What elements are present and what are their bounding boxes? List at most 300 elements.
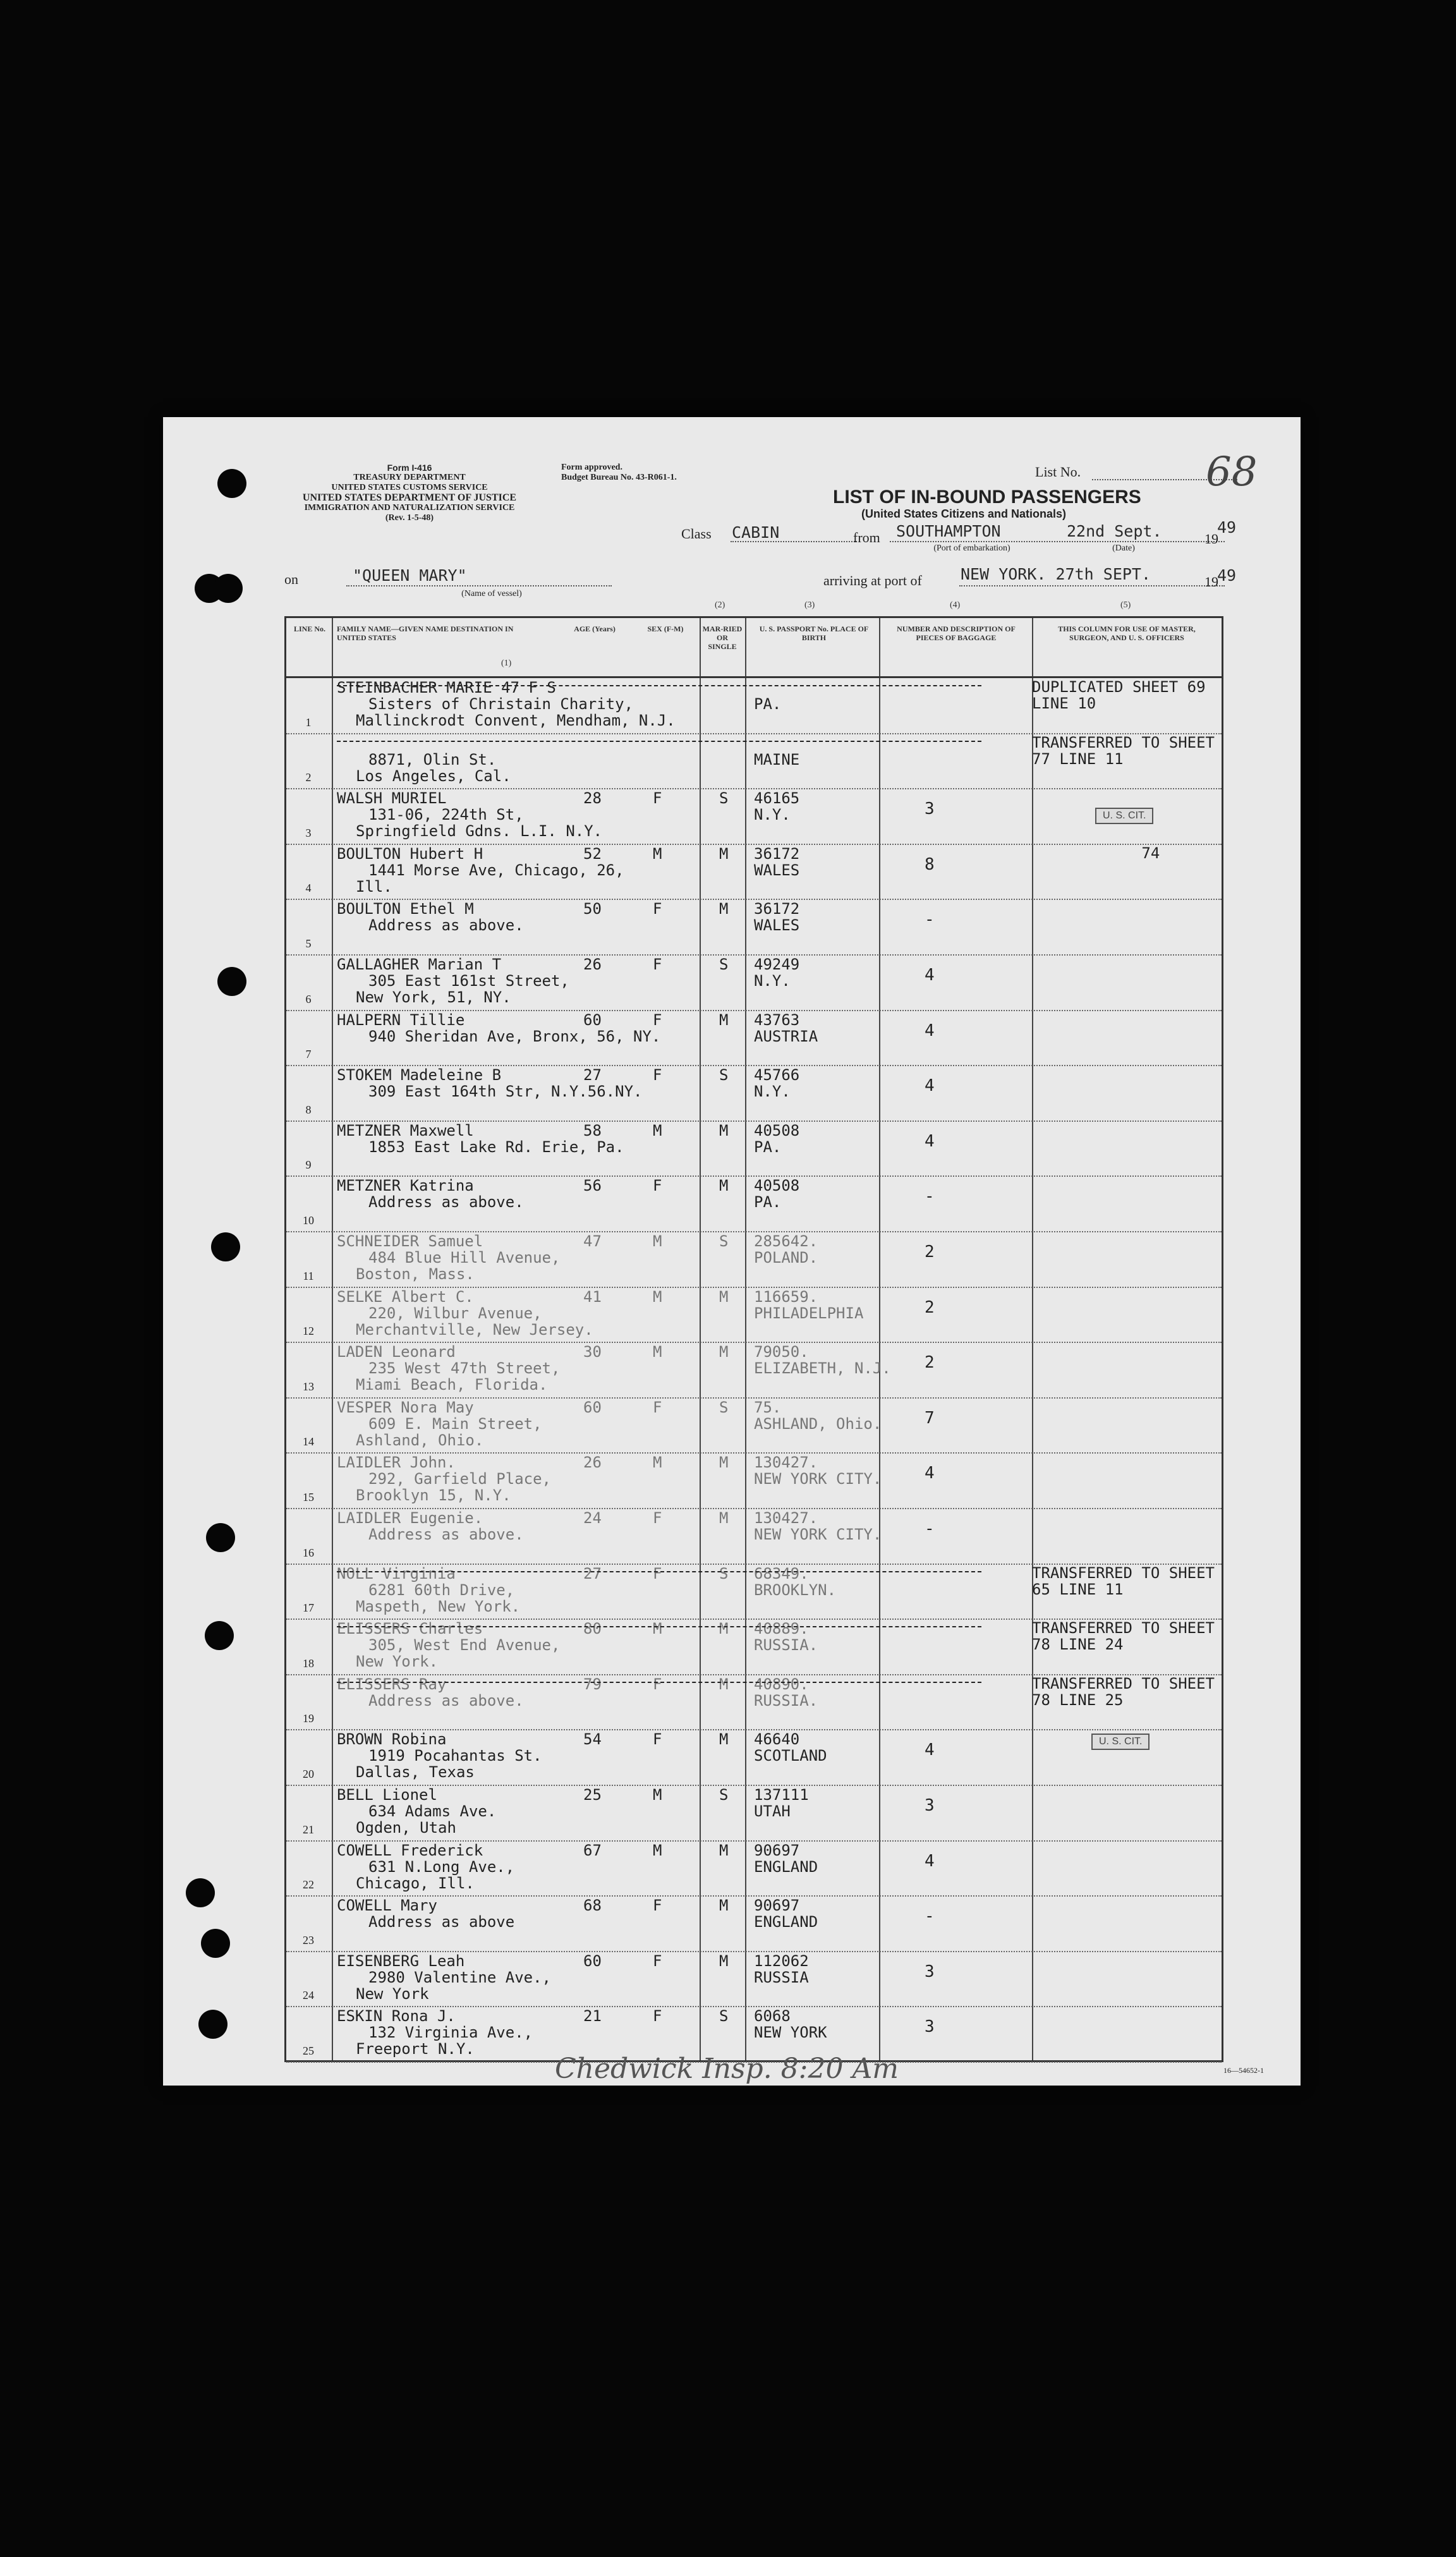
address-line: 8871, Olin St.	[368, 750, 497, 768]
arrival-year-prefix: 19	[1204, 574, 1218, 590]
arriving-label: arriving at port of	[823, 573, 922, 588]
baggage-count: 8	[925, 854, 935, 874]
passenger-name: NOLL Virginia	[337, 1564, 456, 1582]
baggage-count: 3	[925, 1796, 935, 1815]
us-cit-stamp: U. S. CIT.	[1095, 808, 1153, 824]
place-of-birth: PHILADELPHIA	[754, 1304, 864, 1322]
marital-status-cell: S	[719, 1232, 729, 1250]
table-row	[286, 1287, 1222, 1344]
sex-cell: F	[653, 1011, 662, 1029]
passport-number: 90697	[754, 1897, 800, 1915]
marital-status-cell: M	[719, 1841, 729, 1859]
address-line: Merchantville, New Jersey.	[356, 1320, 593, 1339]
address-line: 1441 Morse Ave, Chicago, 26,	[368, 861, 624, 879]
address-line: New York	[356, 1984, 429, 2003]
table-row	[286, 1175, 1222, 1232]
address-line: Address as above.	[368, 916, 524, 935]
place-of-birth: N.Y.	[754, 1083, 791, 1101]
col-number: (2)	[715, 600, 725, 610]
place-of-birth: WALES	[754, 916, 800, 935]
line-number: 24	[303, 1989, 314, 2002]
marital-status-cell: S	[719, 1398, 729, 1416]
passport-number: 45766	[754, 1066, 800, 1084]
table-row	[286, 1231, 1222, 1288]
age-cell: 24	[583, 1509, 602, 1527]
table-row	[286, 1564, 1222, 1620]
address-line: 2980 Valentine Ave.,	[368, 1968, 551, 1986]
line-number: 4	[305, 882, 312, 895]
passenger-name: EISENBERG Leah	[337, 1952, 465, 1970]
embarkation-year: 49	[1217, 518, 1237, 537]
binder-hole	[198, 2010, 228, 2039]
table-row	[286, 1895, 1222, 1952]
list-subtitle: (United States Citizens and Nationals)	[861, 507, 1067, 520]
place-of-birth: ENGLAND	[754, 1913, 818, 1931]
sex-cell: M	[653, 1620, 662, 1638]
passenger-name: SELKE Albert C.	[337, 1287, 474, 1306]
baggage-count: 2	[925, 1297, 935, 1317]
address-line: Ashland, Ohio.	[356, 1431, 484, 1449]
age-cell: 60	[583, 1011, 602, 1029]
address-line: 292, Garfield Place,	[368, 1470, 551, 1488]
sex-cell: M	[653, 1232, 662, 1250]
place-of-birth: MAINE	[754, 750, 800, 768]
table-row	[286, 1729, 1222, 1786]
sex-cell: M	[653, 1454, 662, 1472]
place-of-birth: RUSSIA.	[754, 1691, 818, 1710]
sex-cell: F	[653, 1398, 662, 1416]
place-of-birth: WALES	[754, 861, 800, 879]
address-line: 1919 Pocahantas St.	[368, 1747, 542, 1765]
passenger-name: VESPER Nora May	[337, 1398, 474, 1416]
address-line: Boston, Mass.	[356, 1265, 475, 1283]
address-line: Maspeth, New York.	[356, 1597, 521, 1615]
binder-hole	[214, 574, 243, 603]
passport-number: 43763	[754, 1011, 800, 1029]
passenger-name: LAIDLER John.	[337, 1454, 456, 1472]
table-row	[286, 1121, 1222, 1177]
col-number: (4)	[950, 600, 961, 610]
print-code: 16—54652-1	[1223, 2066, 1264, 2075]
marital-status-cell: M	[719, 1675, 729, 1693]
sex-cell: F	[653, 1952, 662, 1970]
address-line: 305 East 161st Street,	[368, 972, 569, 990]
place-of-birth: RUSSIA	[754, 1968, 809, 1986]
baggage-count: -	[925, 1519, 935, 1538]
address-line: Mallinckrodt Convent, Mendham, N.J.	[356, 712, 676, 729]
baggage-count: 2	[925, 1353, 935, 1373]
marital-status-cell: M	[719, 844, 729, 863]
line-number: 13	[303, 1380, 314, 1393]
table-row	[286, 1785, 1222, 1842]
officer-remark: DUPLICATED SHEET 69 LINE 10	[1032, 678, 1206, 712]
sex-cell: F	[653, 1066, 662, 1084]
line-number: 25	[303, 2044, 314, 2057]
strikethrough-line	[337, 685, 981, 686]
address-line: 940 Sheridan Ave, Bronx, 56, NY.	[368, 1027, 661, 1045]
age-cell: 56	[583, 1177, 602, 1195]
place-of-birth: BROOKLYN.	[754, 1581, 837, 1599]
baggage-count: 4	[925, 1740, 935, 1760]
passport-number: 137111	[754, 1786, 809, 1804]
passport-number: 75.	[754, 1398, 782, 1416]
line-number: 11	[303, 1269, 314, 1282]
header-officers: THIS COLUMN FOR USE OF MASTER, SURGEON, AND U. S. OFFICERS	[1058, 624, 1196, 642]
address-line: 132 Virginia Ave.,	[368, 2024, 533, 2042]
passenger-name: ELISSERS Ray	[337, 1675, 447, 1693]
from-line	[890, 541, 1225, 542]
address-line: 609 E. Main Street,	[368, 1414, 542, 1433]
address-line: Address as above.	[368, 1526, 524, 1543]
place-of-birth: N.Y.	[754, 972, 791, 990]
table-row	[286, 1508, 1222, 1565]
address-line: Address as above.	[368, 1691, 524, 1710]
age-cell: 30	[583, 1343, 602, 1361]
list-no-label: List No.	[1035, 464, 1081, 480]
passport-number: 68349.	[754, 1564, 809, 1582]
address-line: Address as above	[368, 1913, 515, 1931]
passenger-name: ESKIN Rona J.	[337, 2007, 456, 2026]
place-of-birth: RUSSIA.	[754, 1636, 818, 1655]
binder-hole	[186, 1878, 215, 1907]
passenger-name: STOKEM Madeleine B	[337, 1066, 502, 1084]
place-of-birth: PA.	[754, 695, 782, 713]
line-number: 19	[303, 1712, 314, 1725]
baggage-count: 3	[925, 799, 935, 819]
line-number: 12	[303, 1325, 314, 1338]
sex-cell: M	[653, 1343, 662, 1361]
passenger-name: BOULTON Ethel M	[337, 900, 474, 918]
age-cell: 60	[583, 1952, 602, 1970]
officer-remark: 74	[1032, 844, 1160, 862]
place-of-birth: ENGLAND	[754, 1857, 818, 1876]
passport-number: 36172	[754, 900, 800, 918]
address-line: Sisters of Christain Charity,	[368, 695, 634, 713]
strikethrough-line	[337, 1682, 981, 1683]
embark-year-prefix: 19	[1204, 531, 1218, 547]
embarkation-port: SOUTHAMPTON	[896, 522, 1001, 540]
table-row	[286, 1674, 1222, 1731]
arrival-year: 49	[1217, 566, 1237, 585]
address-line: Chicago, Ill.	[356, 1874, 475, 1892]
officer-remark: TRANSFERRED TO SHEET 78 LINE 24	[1032, 1619, 1215, 1654]
marital-status-cell: S	[719, 789, 729, 808]
passport-number: 79050.	[754, 1343, 809, 1361]
address-line: 6281 60th Drive,	[368, 1581, 515, 1599]
age-cell: 52	[583, 844, 602, 863]
passport-number: 46640	[754, 1730, 800, 1749]
officer-remark: TRANSFERRED TO SHEET 65 LINE 11	[1032, 1564, 1215, 1598]
line-number: 23	[303, 1933, 314, 1947]
age-cell: 80	[583, 1620, 602, 1638]
age-cell: 27	[583, 1066, 602, 1084]
line-number: 1	[305, 715, 312, 729]
marital-status-cell: M	[719, 1620, 729, 1638]
table-row	[286, 1951, 1222, 2008]
marital-status-cell: S	[719, 1066, 729, 1084]
passport-number: 40508	[754, 1121, 800, 1139]
address-line: Freeport N.Y.	[356, 2040, 475, 2058]
age-cell: 79	[583, 1675, 602, 1693]
binder-hole	[205, 1621, 234, 1650]
age-cell: 25	[583, 1786, 602, 1804]
line-number: 14	[303, 1435, 314, 1449]
baggage-count: -	[925, 1907, 935, 1926]
age-cell: 21	[583, 2007, 602, 2026]
passenger-name: HALPERN Tillie	[337, 1011, 465, 1029]
embarkation-date: 22nd Sept.	[1067, 522, 1162, 540]
passenger-name: COWELL Frederick	[337, 1841, 483, 1859]
age-cell: 26	[583, 956, 602, 973]
sex-cell: F	[653, 1177, 662, 1195]
line-number: 18	[303, 1656, 314, 1670]
baggage-count: -	[925, 1187, 935, 1206]
line-number: 8	[305, 1103, 312, 1116]
line-number: 22	[303, 1878, 314, 1892]
passenger-name: STEINBACHER MARIE 47 F S	[337, 679, 556, 696]
marital-status-cell: S	[719, 956, 729, 973]
baggage-count: 2	[925, 1242, 935, 1261]
passport-number: 116659.	[754, 1287, 818, 1306]
binder-hole	[206, 1523, 235, 1552]
passenger-name: BROWN Robina	[337, 1730, 447, 1749]
address-line: Dallas, Texas	[356, 1763, 475, 1782]
officer-remark: TRANSFERRED TO SHEET 78 LINE 25	[1032, 1674, 1215, 1709]
sex-cell: F	[653, 2007, 662, 2026]
passport-number: 130427.	[754, 1454, 818, 1472]
table-row	[286, 844, 1222, 901]
passenger-name: METZNER Maxwell	[337, 1121, 474, 1139]
line-number: 2	[305, 771, 312, 784]
marital-status-cell: M	[719, 1287, 729, 1306]
sex-cell: F	[653, 1730, 662, 1749]
table-row	[286, 788, 1222, 845]
line-number: 3	[305, 826, 312, 839]
header-name: FAMILY NAME—GIVEN NAME DESTINATION IN UNITED STATES	[337, 624, 514, 642]
sex-cell: F	[653, 1509, 662, 1527]
marital-status-cell: M	[719, 900, 729, 918]
marital-status-cell: M	[719, 1177, 729, 1195]
address-line: New York.	[356, 1653, 439, 1671]
line-number: 20	[303, 1767, 314, 1780]
marital-status-cell: M	[719, 1897, 729, 1915]
address-line: 1853 East Lake Rd. Erie, Pa.	[368, 1138, 624, 1156]
place-of-birth: POLAND.	[754, 1249, 818, 1266]
passport-number: 40508	[754, 1177, 800, 1195]
vessel-line	[346, 585, 612, 586]
passport-number: 49249	[754, 956, 800, 973]
passenger-name: WALSH MURIEL	[337, 789, 447, 808]
header-married: MAR-RIED OR SINGLE	[702, 624, 743, 651]
place-of-birth: AUSTRIA	[754, 1027, 818, 1045]
address-line: Springfield Gdns. L.I. N.Y.	[356, 822, 603, 841]
baggage-count: 4	[925, 1076, 935, 1096]
age-cell: 68	[583, 1897, 602, 1915]
col-number: (3)	[804, 600, 815, 610]
table-row	[286, 1397, 1222, 1454]
age-cell: 27	[583, 1564, 602, 1582]
header-passport: U. S. PASSPORT No. PLACE OF BIRTH	[759, 624, 869, 642]
passenger-name: GALLAGHER Marian T	[337, 956, 502, 973]
binder-hole	[201, 1929, 230, 1958]
vessel-name: "QUEEN MARY"	[353, 566, 467, 585]
place-of-birth: N.Y.	[754, 806, 791, 824]
table-row	[286, 733, 1222, 790]
binder-hole	[217, 469, 246, 498]
header-sex: SEX (F-M)	[647, 624, 684, 633]
address-line: 309 East 164th Str, N.Y.56.NY.	[368, 1083, 643, 1101]
line-number: 16	[303, 1546, 314, 1559]
baggage-count: 3	[925, 1962, 935, 1981]
address-line: 131-06, 224th St,	[368, 806, 524, 824]
baggage-count: 4	[925, 1131, 935, 1151]
table-row	[286, 1619, 1222, 1675]
address-line: 220, Wilbur Avenue,	[368, 1304, 542, 1322]
marital-status-cell: M	[719, 1509, 729, 1527]
age-cell: 47	[583, 1232, 602, 1250]
marital-status-cell: M	[719, 1952, 729, 1970]
passport-number: 6068	[754, 2007, 791, 2026]
inspector-signature: Chedwick Insp. 8:20 Am	[555, 2053, 899, 2085]
baggage-count: 4	[925, 1851, 935, 1871]
line-number: 21	[303, 1823, 314, 1836]
age-cell: 28	[583, 789, 602, 808]
address-line: 634 Adams Ave.	[368, 1802, 497, 1820]
address-line: Brooklyn 15, N.Y.	[356, 1486, 511, 1505]
approval-note: Form approved. Budget Bureau No. 43-R061-1.	[561, 463, 677, 482]
line-number: 6	[305, 992, 312, 1005]
address-line: Miami Beach, Florida.	[356, 1376, 548, 1394]
passport-number: 40889.	[754, 1620, 809, 1638]
baggage-count: 4	[925, 1021, 935, 1040]
marital-status-cell: M	[719, 1011, 729, 1029]
age-cell: 26	[583, 1454, 602, 1472]
department-block: TREASURY DEPARTMENT UNITED STATES CUSTOMS SERVICE UNITED STATES DEPARTMENT OF JUSTICE IMMIGRATION AND NATURALIZATION SERVICE (Rev. 1-5-48)	[302, 473, 517, 523]
date-caption: (Date)	[1112, 544, 1135, 553]
passport-number: 130427.	[754, 1509, 818, 1527]
header-baggage: NUMBER AND DESCRIPTION OF PIECES OF BAGGAGE	[897, 624, 1016, 642]
passport-number: 36172	[754, 844, 800, 863]
strikethrough-line	[337, 741, 981, 742]
baggage-count: 4	[925, 966, 935, 985]
us-cit-stamp: U. S. CIT.	[1091, 1734, 1150, 1750]
place-of-birth: NEW YORK CITY.	[754, 1470, 882, 1488]
age-cell: 60	[583, 1398, 602, 1416]
table-row	[286, 954, 1222, 1011]
marital-status-cell: M	[719, 1121, 729, 1139]
sex-cell: M	[653, 1786, 662, 1804]
header-age: AGE (Years)	[574, 624, 616, 633]
passport-number: 90697	[754, 1841, 800, 1859]
place-of-birth: PA.	[754, 1138, 782, 1156]
form-id: Form I-416	[387, 463, 432, 473]
class-value: CABIN	[732, 523, 780, 542]
port-caption: (Port of embarkation)	[933, 544, 1010, 553]
address-line: 484 Blue Hill Avenue,	[368, 1249, 561, 1266]
strikethrough-line	[337, 1571, 981, 1572]
table-row	[286, 899, 1222, 956]
table-row	[286, 1010, 1222, 1067]
passenger-name: LAIDLER Eugenie.	[337, 1509, 483, 1527]
line-number: 15	[303, 1490, 314, 1503]
list-title: LIST OF IN-BOUND PASSENGERS	[833, 487, 1141, 507]
passenger-name: SCHNEIDER Samuel	[337, 1232, 483, 1250]
place-of-birth: ASHLAND, Ohio.	[754, 1414, 882, 1433]
binder-hole	[217, 967, 246, 996]
on-label: on	[284, 571, 298, 587]
marital-status-cell: M	[719, 1343, 729, 1361]
officer-remark: TRANSFERRED TO SHEET 77 LINE 11	[1032, 733, 1215, 768]
table-row	[286, 677, 1222, 734]
from-label: from	[853, 530, 880, 545]
sex-cell: M	[653, 1287, 662, 1306]
address-line: Ill.	[356, 877, 392, 896]
col-number: (1)	[501, 659, 512, 668]
baggage-count: -	[925, 910, 935, 930]
address-line: 235 West 47th Street,	[368, 1359, 561, 1378]
passenger-name: ELISSERS Charles	[337, 1620, 483, 1638]
col-number: (5)	[1120, 600, 1131, 610]
passport-number: 46165	[754, 789, 800, 808]
place-of-birth: NEW YORK	[754, 2024, 827, 2042]
passenger-name: LADEN Leonard	[337, 1343, 456, 1361]
sex-cell: F	[653, 1675, 662, 1693]
baggage-count: 3	[925, 2017, 935, 2037]
binder-hole	[211, 1232, 240, 1261]
sex-cell: M	[653, 1841, 662, 1859]
address-line: Address as above.	[368, 1193, 524, 1212]
marital-status-cell: S	[719, 1564, 729, 1582]
sex-cell: F	[653, 1897, 662, 1915]
address-line: New York, 51, NY.	[356, 988, 511, 1006]
age-cell: 50	[583, 900, 602, 918]
place-of-birth: ELIZABETH, N.J.	[754, 1359, 891, 1378]
sex-cell: F	[653, 789, 662, 808]
strikethrough-line	[337, 1626, 981, 1627]
manifest-sheet	[163, 417, 1301, 2086]
address-line: 305, West End Avenue,	[368, 1636, 561, 1655]
place-of-birth: PA.	[754, 1193, 782, 1212]
age-cell: 67	[583, 1841, 602, 1859]
address-line: Los Angeles, Cal.	[356, 767, 511, 785]
table-row	[286, 1452, 1222, 1509]
passport-number: 285642.	[754, 1232, 818, 1250]
passenger-name: METZNER Katrina	[337, 1177, 474, 1195]
place-of-birth: NEW YORK CITY.	[754, 1526, 882, 1543]
list-no-value: 68	[1206, 449, 1258, 495]
line-number: 5	[305, 937, 312, 950]
marital-status-cell: M	[719, 1454, 729, 1472]
passenger-table	[284, 600, 1223, 2062]
age-cell: 41	[583, 1287, 602, 1306]
baggage-count: 7	[925, 1408, 935, 1428]
passport-number: 40890.	[754, 1675, 809, 1693]
marital-status-cell: S	[719, 2007, 729, 2026]
address-line: 631 N.Long Ave.,	[368, 1857, 515, 1876]
vessel-caption: (Name of vessel)	[461, 589, 522, 598]
class-label: Class	[681, 526, 712, 542]
age-cell: 58	[583, 1121, 602, 1139]
arrival-port-date: NEW YORK. 27th SEPT.	[961, 565, 1151, 583]
passenger-name: COWELL Mary	[337, 1897, 437, 1915]
age-cell: 54	[583, 1730, 602, 1749]
baggage-count: 4	[925, 1464, 935, 1483]
place-of-birth: UTAH	[754, 1802, 791, 1820]
line-number: 7	[305, 1048, 312, 1061]
header-line-no: LINE No.	[293, 624, 325, 633]
marital-status-cell: M	[719, 1730, 729, 1749]
sex-cell: F	[653, 900, 662, 918]
